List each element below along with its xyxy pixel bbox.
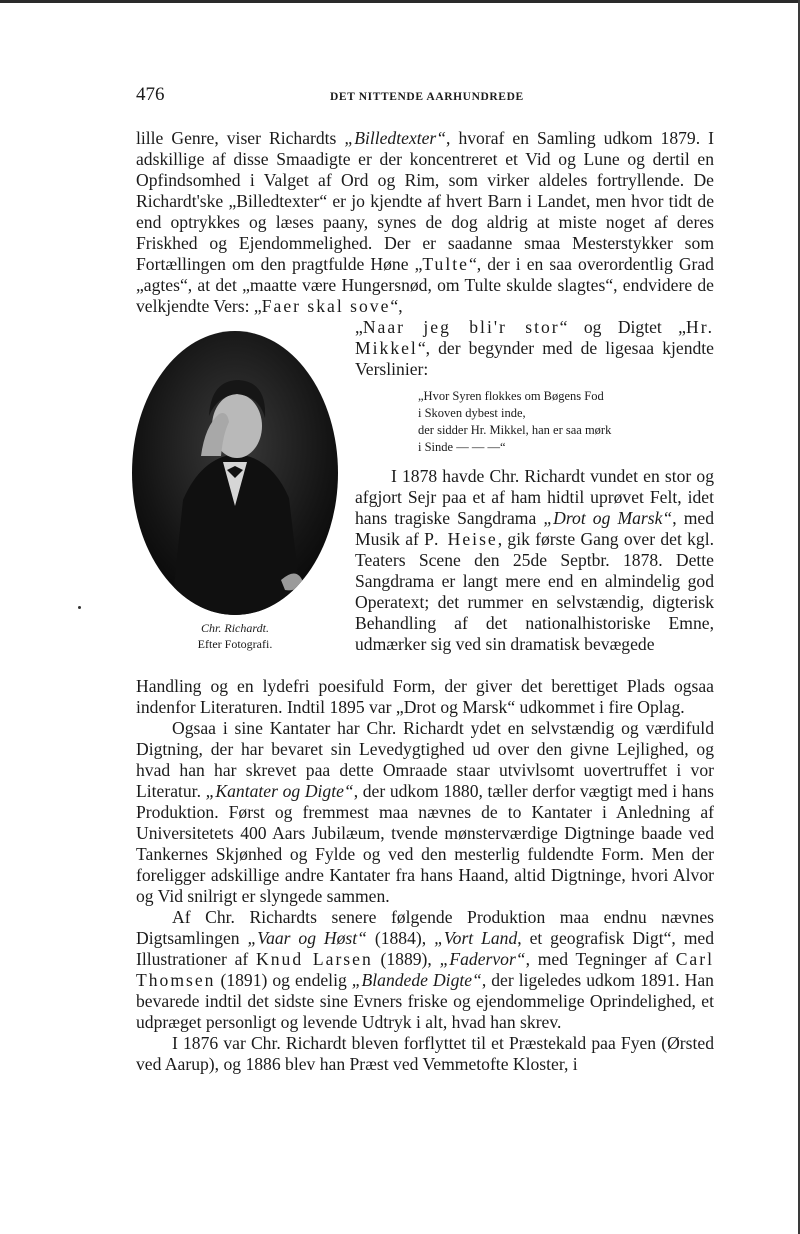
- caption-source: Efter Fotografi.: [197, 637, 273, 651]
- portrait-caption: [160, 620, 310, 652]
- running-title: DET NITTENDE AARHUNDREDE: [330, 91, 524, 103]
- paragraph-billedtexter: lille Genre, viser Richardts „Billedtexter“, hvoraf en Samling udkom 1879. I adskillige af disse Smaadigte er der koncentreret et Vid og Lune og dertil en Opfindsomhed i Valget af Ord og Rim, som virker aldeles fortryllende. De Richardt'ske „Billedtexter“ er jo kjendte af hvert Barn i Landet, men hvor tidt de end optrykkes og læses paany, synes de dog aldrig at miste noget af deres Friskhed og Ejendommelighed. Der er saadanne smaa Mesterstykker som Fortællingen om den pragtfulde Høne „Tulte“, der i en saa overordentlig Grad „agtes“, at det „maatte være Hungersnød, om Tulte skulde slagtes“, endvidere de velkjendte Vers: „Faer skal sove“,: [136, 128, 714, 316]
- paragraph-later-production: Af Chr. Richardts senere følgende Produktion maa endnu nævnes Digtsamlingen „Vaar og Høst“ (1884), „Vort Land, et geografisk Digt“, med Illustrationer af Knud Larsen (1889), „Fadervor“, med Tegninger af Carl Thomsen (1891) og endelig „Blandede Digte“, der ligeledes udkom 1891. Han bevarede indtil det sidste sine Evners friske og ejendommelige Oprindelighed, et udpræget personligt og levende Udtryk i alt, hvad han skrev.: [136, 907, 715, 1032]
- main-text-lower: [136, 676, 714, 1075]
- verse-line: der sidder Hr. Mikkel, han er saa mørk: [418, 423, 612, 437]
- paragraph-drot-og-marsk: I 1878 havde Chr. Richardt vundet en stor og afgjort Sejr paa et af ham hidtil uprøvet Felt, idet hans tragiske Sangdrama „Drot og Marsk“, med Musik af P. Heise, gik første Gang over det kgl. Teaters Scene den 25de Septbr. 1878. Dette Sangdrama er langt mere end en almindelig god Operatext; det rummer en selvstændig, digterisk Behandling af det nationalhistoriske Emne, udmærker sig ved sin dramatisk bevægede: [355, 466, 714, 654]
- verse-line: i Skoven dybest inde,: [418, 406, 526, 420]
- paragraph-side-verses: „Naar jeg bli'r stor“ og Digtet „Hr. Mikkel“, der begynder med de ligesaa kjendte Verslinier:: [355, 317, 714, 379]
- verse-line: „Hvor Syren flokkes om Bøgens Fod: [418, 389, 604, 403]
- caption-name: Chr. Richardt.: [201, 621, 269, 635]
- paragraph-drot-continued: Handling og en lydefri poesifuld Form, der giver det berettiget Plads ogsaa indenfor Literaturen. Indtil 1895 var „Drot og Marsk“ udkommet i fire Oplag.: [136, 676, 714, 717]
- portrait-image: [131, 330, 339, 616]
- verse-line: i Sinde — — —“: [418, 440, 506, 454]
- paragraph-1876: I 1876 var Chr. Richardt bleven forflyttet til et Præstekald paa Fyen (Ørsted ved Aarup), og 1886 blev han Præst ved Vemmetofte Kloster, i: [136, 1033, 714, 1074]
- paragraph-kantater: Ogsaa i sine Kantater har Chr. Richardt ydet en selvstændig og værdifuld Digtning, der har bevaret sin Levedygtighed ud over den givne Lejlighed, og hvad han har skrevet paa dette Omraade staar utvivlsomt uovertruffet i vor Literatur. „Kantater og Digte“, der udkom 1880, tæller derfor vægtigt med i hans Produktion. Først og fremmest maa nævnes de to Kantater i Anledning af Universitetets 400 Aars Jubilæum, tvende mønsterværdige Digtninge baade ved Tankernes Skjønhed og Fylde og ved den mesterlig fuldendte Form. Men der foreligger adskillige andre Kantater fra hans Haand, altid Digtninge, hvori Alvor og Vid snilrigt er slyngede sammen.: [136, 718, 714, 906]
- scan-speck: [78, 606, 81, 609]
- verse-quote: [418, 388, 708, 456]
- page-number: 476: [136, 84, 165, 105]
- scan-edge-top: [0, 0, 800, 3]
